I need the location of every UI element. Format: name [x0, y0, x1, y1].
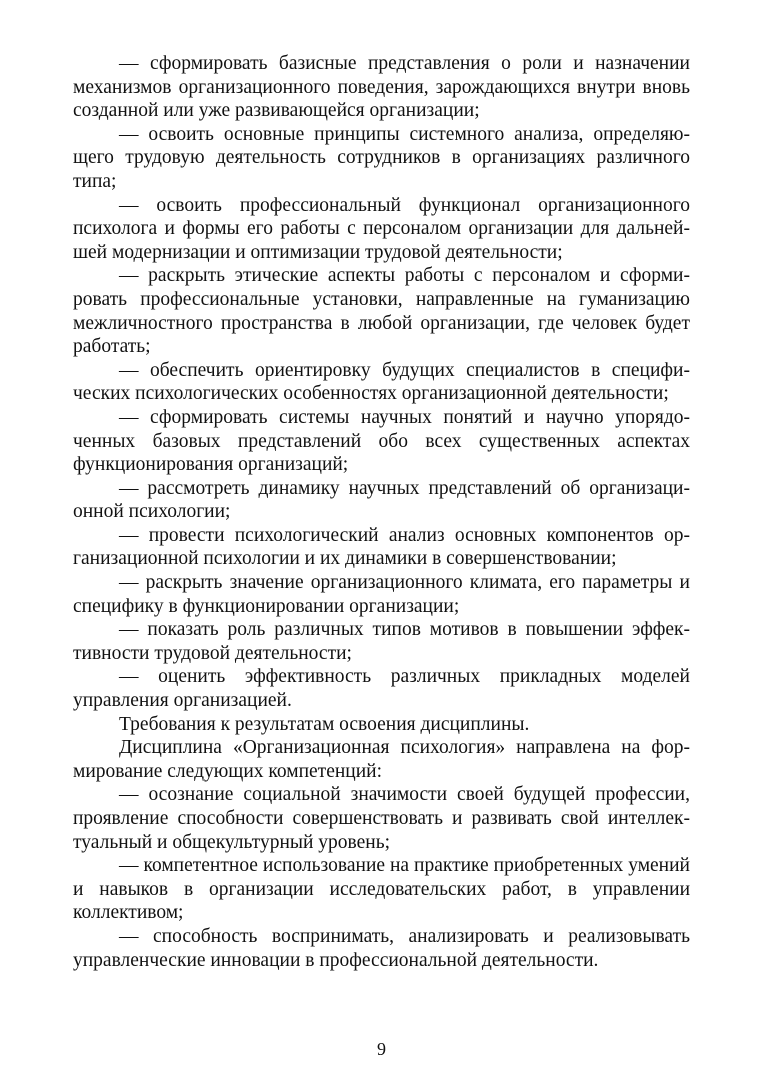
paragraph: — компетентное использование на практике приобретенных умений и навыков в организации исследовательских работ, в управлении коллективом;: [73, 855, 690, 924]
paragraph: — способность воспринимать, анализировать и реализовывать управленческие инновации в профессиональной деятельности.: [73, 925, 690, 971]
paragraph: — оценить эффективность различных прикладных моделей управления организацией.: [73, 666, 690, 712]
paragraph: Дисциплина «Организационная психология» направлена на формирование следующих компетенций:: [73, 737, 690, 782]
paragraph: — освоить основные принципы системного анализа, определяющего трудовую деятельность сотрудников в организациях различного типа;: [73, 123, 690, 192]
paragraph: — сформировать базисные представления о роли и назначении механизмов организационного поведения, зарождающихся внутри вновь созданной или уже развивающейся организации;: [73, 53, 690, 122]
paragraph: — сформировать системы научных понятий и научно упорядоченных базовых представлений обо всех существенных аспектах функционирования организаций;: [73, 406, 690, 476]
paragraph: — рассмотреть динамику научных представлений об организационной психологии;: [73, 477, 690, 523]
paragraph: — показать роль различных типов мотивов в повышении эффективности трудовой деятельности;: [73, 619, 690, 664]
paragraph: Требования к результатам освоения дисциплины.: [119, 713, 530, 735]
paragraph: — раскрыть значение организационного климата, его параметры и специфику в функционировании организации;: [73, 572, 690, 617]
paragraph: — провести психологический анализ основных компонентов организационной психологии и их динамики в совершенствовании;: [73, 524, 690, 570]
document-body: [73, 52, 690, 972]
paragraph: — обеспечить ориентировку будущих специалистов в специфических психологических особенностях организационной деятельности;: [73, 359, 690, 405]
paragraph: — освоить профессиональный функционал организационного психолога и формы его работы с персоналом организации для дальнейшей модернизации и оптимизации трудовой деятельности;: [73, 194, 690, 263]
page-number: 9: [377, 1039, 386, 1059]
paragraph: — осознание социальной значимости своей будущей профессии, проявление способности совершенствовать и развивать свой интеллектуальный и общекультурный уровень;: [73, 784, 690, 853]
paragraph: — раскрыть этические аспекты работы с персоналом и сформировать профессиональные установки, направленные на гуманизацию межличностного пространства в любой организации, где человек будет работать;: [73, 265, 690, 358]
